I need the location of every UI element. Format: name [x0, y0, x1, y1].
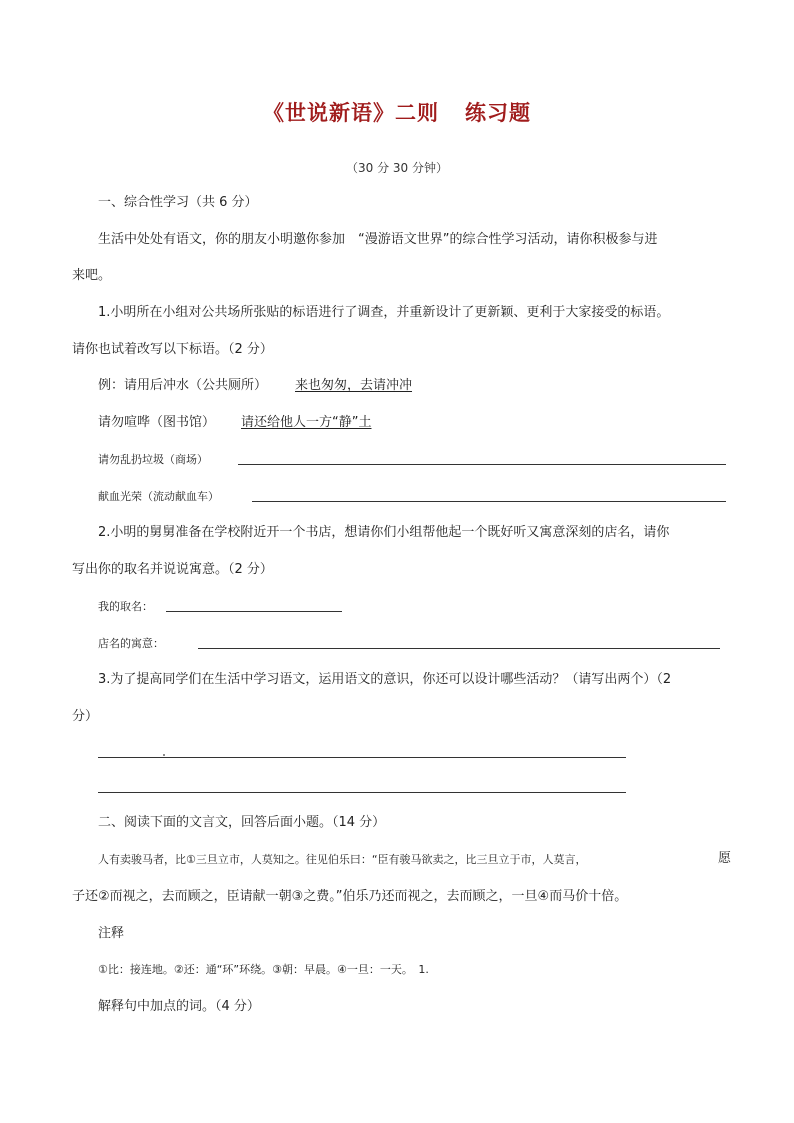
title-exercise: 练习题	[465, 100, 531, 125]
question-explain-words: 解释句中加点的词。（4 分）	[98, 999, 260, 1014]
store-name-label: 我的取名：	[98, 600, 153, 613]
slogan-blood-label: 献血光荣（流动献血车）	[98, 490, 219, 503]
section1-intro-line1: 生活中处处有语文，你的朋友小明邀你参加 “漫游语文世界”的综合性学习活动，请你积极参与进	[98, 232, 658, 247]
passage-line1: 人有卖骏马者，比①三旦立市，人莫知之。往见伯乐曰：“臣有骏马欲卖之，比三旦立于市，人莫言，	[98, 853, 587, 866]
slogan-blood-answer-line[interactable]	[252, 501, 726, 502]
example-answer: 来也匆匆，去请冲冲	[295, 378, 413, 393]
stray-dot-mark	[163, 754, 165, 756]
q3-line2: 分）	[72, 709, 99, 724]
store-meaning-label: 店名的寓意：	[98, 637, 164, 650]
slogan-library-answer: 请还给他人一方“静”土	[241, 415, 372, 430]
section2-heading: 二、阅读下面的文言文，回答后面小题。（14 分）	[98, 815, 386, 830]
section1-heading: 一、综合性学习（共 6 分）	[98, 195, 258, 210]
title-main: 《世说新语》二则	[263, 100, 439, 125]
passage-line1-end: 愿	[718, 851, 732, 866]
page-title	[0, 97, 794, 127]
q2-line1: 2.小明的舅舅准备在学校附近开一个书店，想请你们小组帮他起一个既好听又寓意深刻的店名，请你	[98, 525, 670, 540]
notes-text: ①比：接连地。②还：通“环”环绕。③朝：早晨。④一旦：一天。 1.	[98, 963, 429, 976]
activity-answer-line-2[interactable]	[98, 792, 626, 793]
score-time-subtitle: （30 分 30 分钟）	[346, 161, 448, 175]
section1-intro-line2: 来吧。	[72, 268, 112, 283]
store-meaning-answer-line[interactable]	[198, 648, 720, 649]
activity-answer-line-1[interactable]	[98, 757, 626, 758]
slogan-mall-label: 请勿乱扔垃圾（商场）	[98, 453, 208, 466]
example-label: 例：请用后冲水（公共厕所）	[98, 378, 268, 393]
q2-line2: 写出你的取名并说说寓意。（2 分）	[72, 562, 273, 577]
store-name-answer-line[interactable]	[166, 611, 342, 612]
slogan-mall-answer-line[interactable]	[238, 464, 726, 465]
passage-line2: 子还②而视之，去而顾之，臣请献一朝③之费。”伯乐乃还而视之，去而顾之，一旦④而马价十倍。	[72, 889, 628, 904]
q1-line1: 1.小明所在小组对公共场所张贴的标语进行了调查，并重新设计了更新颖、更利于大家接受的标语。	[98, 305, 670, 320]
notes-heading: 注释	[98, 926, 125, 941]
slogan-library-label: 请勿喧哗（图书馆）	[98, 415, 216, 430]
q1-line2: 请你也试着改写以下标语。（2 分）	[72, 342, 273, 357]
q3-line1: 3.为了提高同学们在生活中学习语文，运用语文的意识，你还可以设计哪些活动？（请写出两个）（2	[98, 672, 672, 687]
